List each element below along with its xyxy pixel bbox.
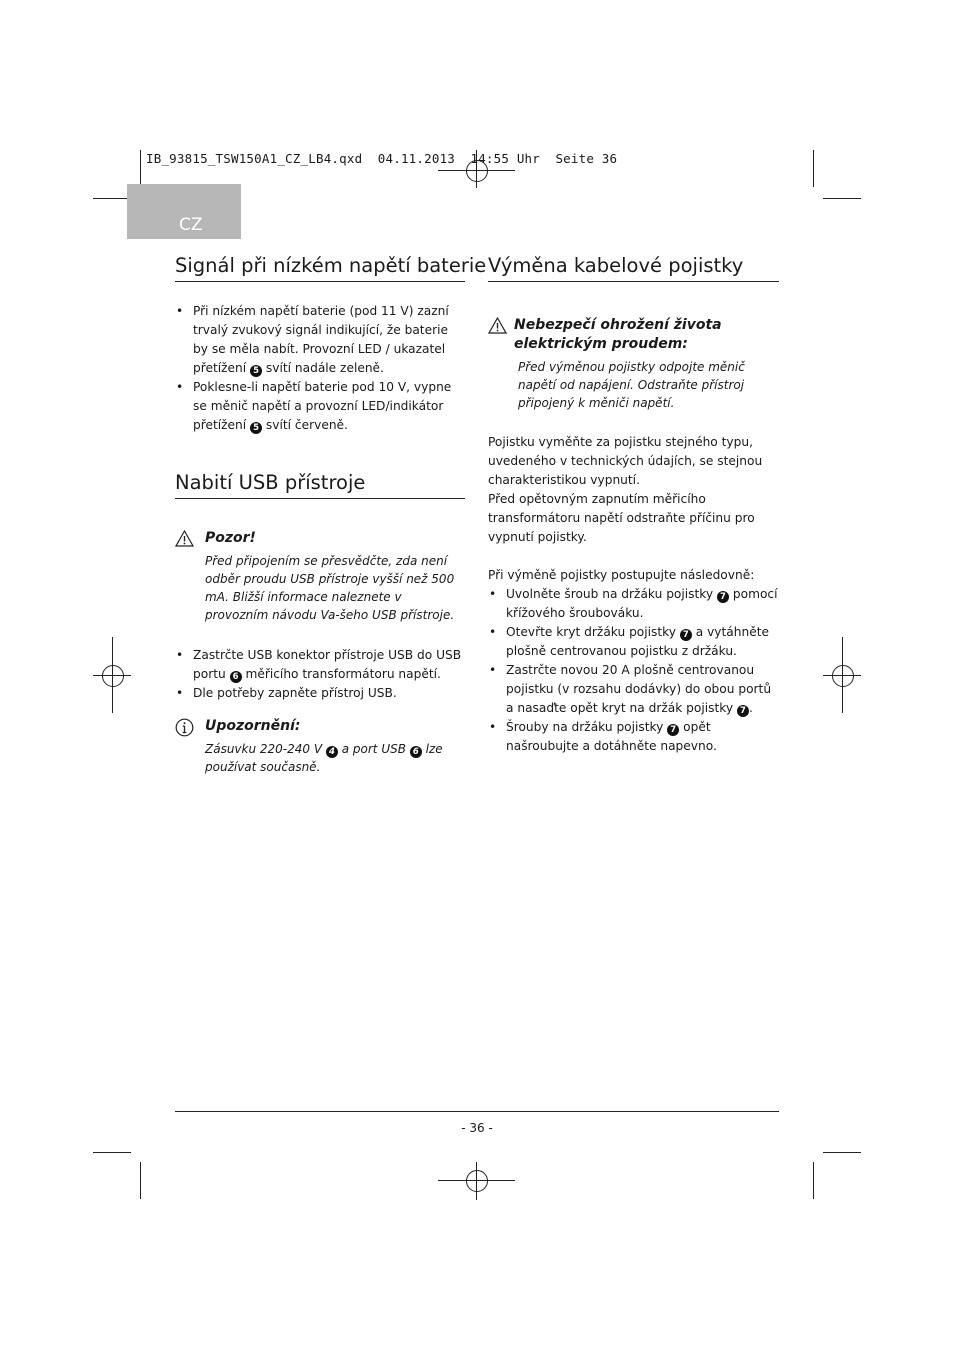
reference-number: 6 [230,671,242,683]
footer-rule [175,1111,779,1112]
reference-number: 7 [680,629,692,641]
fuse-instructions [488,433,779,756]
list-item: • Šrouby na držáku pojistky 7 opět našroubujte a dotáhněte napevno. [488,718,779,756]
caution-title: Pozor! [175,529,465,548]
reference-number: 7 [737,705,749,717]
list-item: • Při nízkém napětí baterie (pod 11 V) zazní trvalý zvukový signál indikující, že baterie by se měla nabít. Provozní LED / ukazatel přetížení 5 svítí nadále zeleně. [175,302,465,378]
reference-number: 4 [326,746,338,758]
caution-note [175,529,465,624]
info-text: Zásuvku 220-240 V 4 a port USB 6 lze používat současně. [205,742,443,774]
list-item: • Otevřte kryt držáku pojistky 7 a vytáhněte plošně centrovanou pojistku z držáku. [488,623,779,661]
list-item: • Uvolněte šroub na držáku pojistky 7 pomocí křížového šroubováku. [488,585,779,623]
reference-number: 7 [667,724,679,736]
section-title-usb-charging: Nabití USB přístroje [175,471,465,499]
list-item: • Zastrčte novou 20 A plošně centrovanou pojistku (v rozsahu dodávky) do obou portů a nasaďte opět kryt na držák pojistky 7 . [488,661,779,718]
section-title-low-battery: Signál při nízkém napětí baterie [175,254,465,282]
page-number: - 36 - [461,1121,493,1135]
list-item: • Zastrčte USB konektor přístroje USB do USB portu 6 měřicího transformátoru napětí. [175,646,465,684]
paragraph: Při výměně pojistky postupujte následovně: [488,568,755,582]
info-title: Upozornění: [175,717,465,736]
info-icon [175,718,194,737]
info-note [175,717,465,776]
warning-triangle-icon [175,530,194,547]
reference-number: 5 [250,422,262,434]
usb-list [175,646,465,703]
danger-text: Před výměnou pojistky odpojte měnič napětí od napájení. Odstraňte přístroj připojený k měniči napětí. [518,360,745,410]
warning-triangle-icon [488,317,507,334]
danger-note [488,316,779,412]
section-title-fuse-replacement: Výměna kabelové pojistky [488,254,779,282]
list-item: • Poklesne-li napětí baterie pod 10 V, vypne se měnič napětí a provozní LED/indikátor přetížení 5 svítí červeně. [175,378,465,435]
fuse-steps-list [488,585,779,756]
paragraph: Pojistku vyměňte za pojistku stejného typu, uvedeného v technických údajích, se stejnou charakteristikou vypnutí. [488,435,763,487]
danger-title: Nebezpečí ohrožení života elektrickým proudem: [488,316,779,354]
reference-number: 5 [250,365,262,377]
language-tab-label: CZ [179,215,203,235]
low-battery-list [175,302,465,435]
paragraph: Před opětovným zapnutím měřicího transformátoru napětí odstraňte příčinu pro vypnutí pojistky. [488,492,755,544]
language-tab [127,184,241,239]
reference-number: 7 [717,591,729,603]
print-slug: IB_93815_TSW150A1_CZ_LB4.qxd 04.11.2013 14:55 Uhr Seite 36 [146,151,618,166]
list-item: • Dle potřeby zapněte přístroj USB. [175,684,465,703]
right-column [488,254,779,756]
reference-number: 6 [410,746,422,758]
left-column [175,254,487,776]
caution-text: Před připojením se přesvědčte, zda není odběr proudu USB přístroje vyšší než 500 mA. Bližší informace naleznete v provozním návodu Va-šeho USB přístroje. [205,554,455,622]
